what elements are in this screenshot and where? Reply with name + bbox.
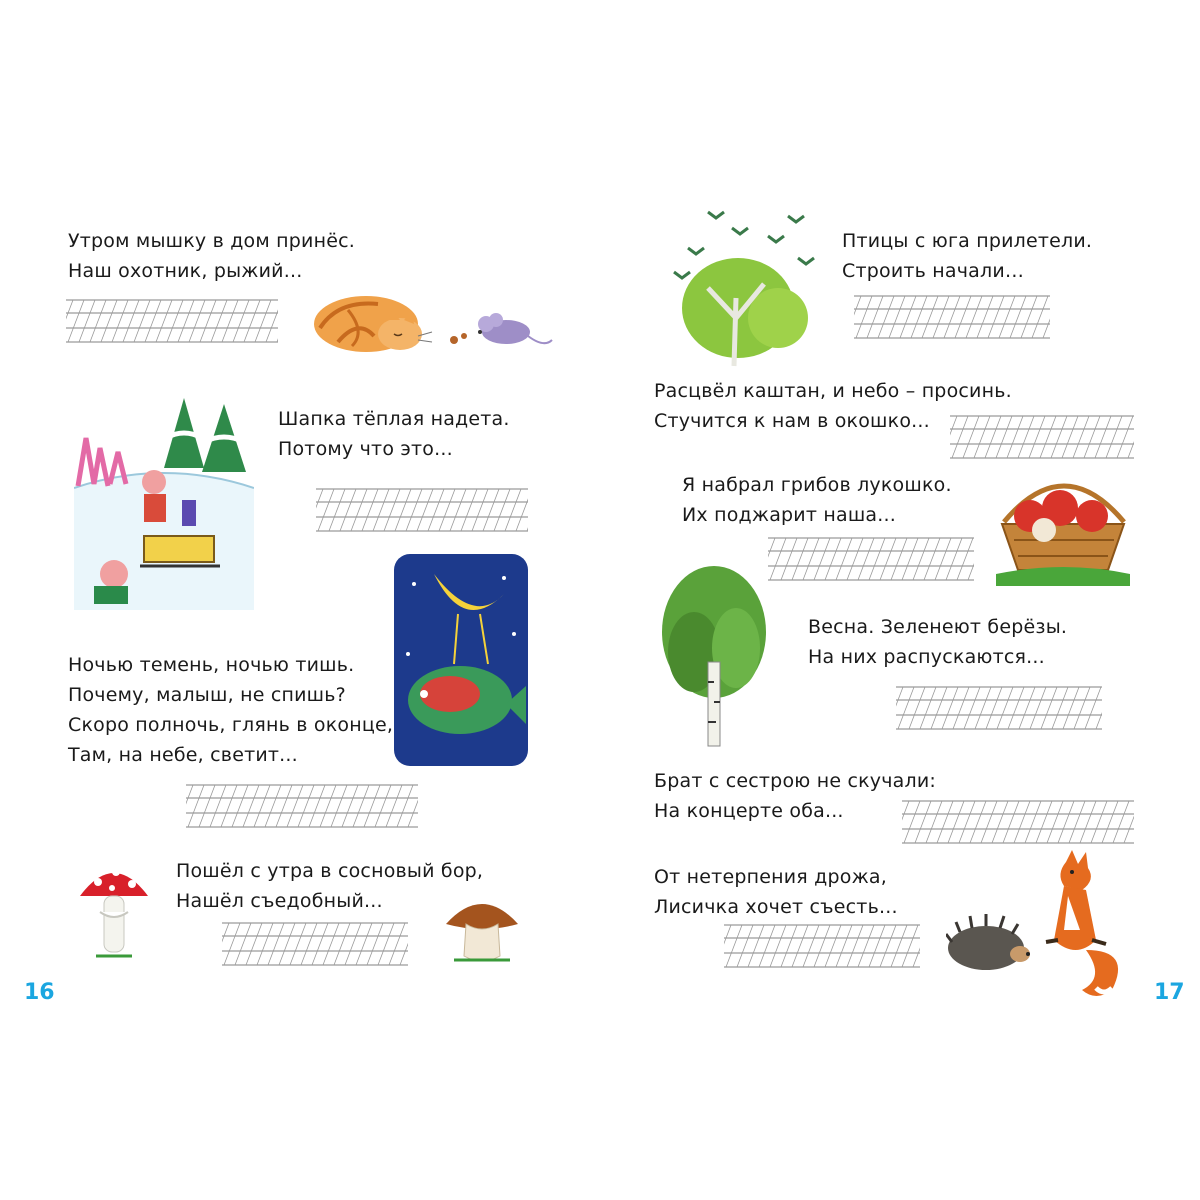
riddle-line: На концерте оба... <box>654 800 844 822</box>
right-page <box>600 0 1200 1200</box>
riddle-line: Почему, малыш, не спишь? <box>68 684 346 706</box>
answer-writing-lines[interactable] <box>222 921 408 967</box>
riddle-line: Утром мышку в дом принёс. <box>68 230 355 252</box>
riddle-line: Я набрал грибов лукошко. <box>682 474 952 496</box>
answer-writing-lines[interactable] <box>950 414 1134 460</box>
riddle-line: Там, на небе, светит... <box>68 744 298 766</box>
boletus-picture <box>444 894 520 966</box>
riddle-line: Птицы с юга прилетели. <box>842 230 1093 252</box>
riddle-line: Их поджарит наша... <box>682 504 896 526</box>
riddle-3-text <box>68 650 393 770</box>
riddle-line: Строить начали… <box>842 260 1025 282</box>
riddle-line: Шапка тёплая надета. <box>278 408 510 430</box>
riddle-line: От нетерпения дрожа, <box>654 866 887 888</box>
riddle-1-text <box>68 226 355 286</box>
answer-writing-lines[interactable] <box>186 783 418 829</box>
riddle-5-text <box>842 226 1092 286</box>
riddle-10-text <box>654 862 898 922</box>
riddle-line: Наш охотник, рыжий... <box>68 260 303 282</box>
fly-agaric-picture <box>76 856 152 960</box>
answer-writing-lines[interactable] <box>902 799 1134 845</box>
answer-writing-lines[interactable] <box>896 685 1102 731</box>
riddle-line: Брат с сестрою не скучали: <box>654 770 936 792</box>
riddle-line: Пошёл с утра в сосновый бор, <box>176 860 484 882</box>
riddle-line: Весна. Зеленеют берёзы. <box>808 616 1068 638</box>
answer-writing-lines[interactable] <box>66 298 278 344</box>
page-number: 17 <box>1154 980 1185 1005</box>
riddle-line: Лисичка хочет съесть... <box>654 896 898 918</box>
answer-writing-lines[interactable] <box>768 536 974 582</box>
answer-writing-lines[interactable] <box>724 923 920 969</box>
riddle-line: На них распускаются... <box>808 646 1045 668</box>
riddle-line: Ночью темень, ночью тишь. <box>68 654 355 676</box>
riddle-7-text <box>682 470 952 530</box>
birch-tree-picture <box>658 562 770 750</box>
answer-writing-lines[interactable] <box>854 294 1050 340</box>
winter-sledding-picture <box>74 398 254 610</box>
riddle-4-text <box>176 856 483 916</box>
answer-writing-lines[interactable] <box>316 487 528 533</box>
riddle-line: Потому что это... <box>278 438 453 460</box>
riddle-line: Нашёл съедобный... <box>176 890 383 912</box>
page-number: 16 <box>24 980 55 1005</box>
moon-with-fish-picture <box>394 554 528 766</box>
riddle-line: Стучится к нам в окошко... <box>654 410 930 432</box>
riddle-line: Скоро полночь, глянь в оконце, <box>68 714 394 736</box>
riddle-8-text <box>808 612 1067 672</box>
riddle-2-text <box>278 404 510 464</box>
riddle-line: Расцвёл каштан, и небо – просинь. <box>654 380 1012 402</box>
fox-and-hedgehog-picture <box>946 850 1132 1002</box>
birds-on-tree-picture <box>668 208 820 368</box>
cat-and-mouse-picture <box>308 288 558 358</box>
mushroom-basket-picture <box>994 470 1132 586</box>
riddle-9-text <box>654 766 936 826</box>
